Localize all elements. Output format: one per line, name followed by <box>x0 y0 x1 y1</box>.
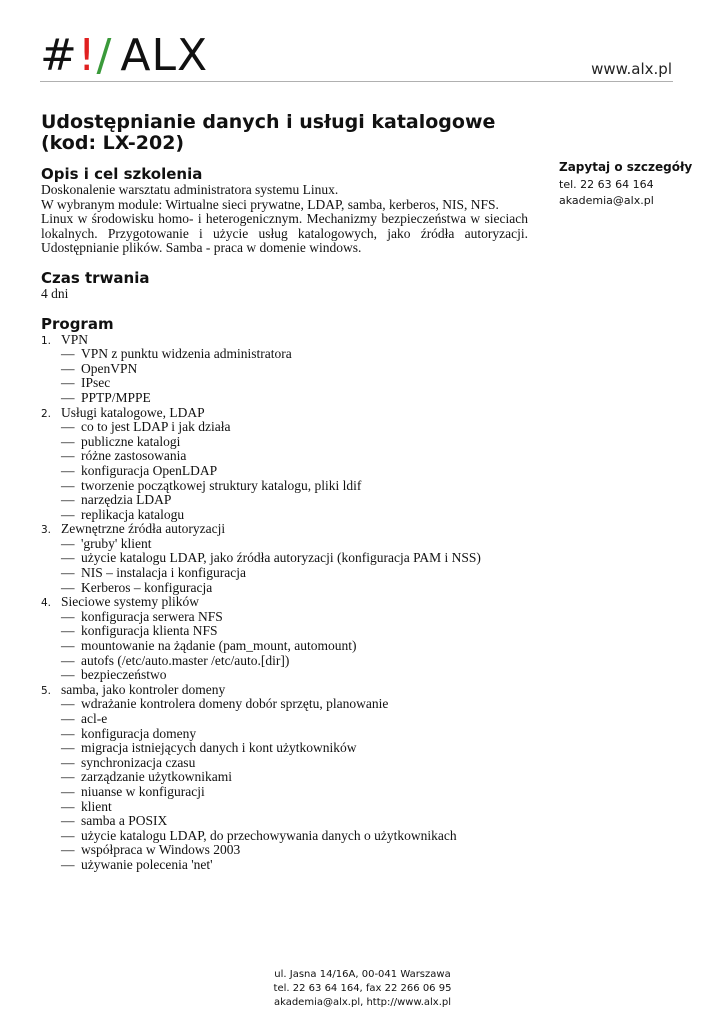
dash-bullet: — <box>61 492 75 508</box>
list-item-text: PPTP/MPPE <box>81 389 151 405</box>
dash-bullet: — <box>61 565 75 581</box>
list-item <box>61 697 528 712</box>
list-item <box>61 624 528 639</box>
section-title: Zewnętrzne źródła autoryzacji <box>61 521 226 537</box>
list-item <box>61 712 528 727</box>
list-item-text: mountowanie na żądanie (pam_mount, automount) <box>81 638 357 654</box>
list-item-text: VPN z punktu widzenia administratora <box>81 346 292 362</box>
list-item-text: konfiguracja OpenLDAP <box>81 462 218 478</box>
logo-exclamation: ! <box>77 30 97 81</box>
list-item-text: zarządzanie użytkownikami <box>81 769 233 785</box>
logo-slash: / <box>96 30 113 81</box>
sidebar-email[interactable]: akademia@alx.pl <box>559 194 654 207</box>
dash-bullet: — <box>61 652 75 668</box>
program-section-item <box>41 595 528 683</box>
list-item-text: używanie polecenia 'net' <box>81 856 213 872</box>
dash-bullet: — <box>61 346 75 362</box>
dash-bullet: — <box>61 550 75 566</box>
list-item-text: migracja istniejących danych i kont użytkowników <box>81 740 357 756</box>
list-item-text: OpenVPN <box>81 360 138 376</box>
dash-bullet: — <box>61 754 75 770</box>
list-item <box>61 668 528 683</box>
list-item-text: użycie katalogu LDAP, do przechowywania danych o użytkownikach <box>81 827 457 843</box>
list-item-text: wdrażanie kontrolera domeny dobór sprzętu, planowanie <box>81 696 389 712</box>
list-item-text: replikacja katalogu <box>81 506 185 522</box>
list-item-text: różne zastosowania <box>81 448 187 464</box>
program-section-item <box>41 406 528 523</box>
program-section-item <box>41 522 528 595</box>
list-item <box>61 464 528 479</box>
footer-phone: tel. 22 63 64 164, fax 22 266 06 95 <box>273 983 452 994</box>
list-item-text: konfiguracja klienta NFS <box>81 623 218 639</box>
duration-heading: Czas trwania <box>41 268 150 287</box>
list-item <box>61 639 528 654</box>
footer-email: akademia@alx.pl, http://www.alx.pl <box>273 997 452 1008</box>
program-section-item <box>41 333 528 406</box>
section-title: Sieciowe systemy plików <box>61 594 199 610</box>
dash-bullet: — <box>61 477 75 493</box>
list-item-text: konfiguracja serwera NFS <box>81 608 223 624</box>
dash-bullet: — <box>61 798 75 814</box>
main-content <box>41 166 528 873</box>
dash-bullet: — <box>61 462 75 478</box>
list-item <box>61 770 528 785</box>
section-subitems <box>61 347 528 405</box>
contact-sidebar <box>559 160 692 209</box>
alx-logo <box>40 30 209 81</box>
dash-bullet: — <box>61 740 75 756</box>
list-item <box>61 537 528 552</box>
section-title: VPN <box>61 331 89 347</box>
duration-value: 4 dni <box>41 285 69 301</box>
logo-hash: # <box>40 30 78 81</box>
list-item <box>61 435 528 450</box>
section-subitems <box>61 420 528 522</box>
program-heading: Program <box>41 314 114 333</box>
list-item-text: IPsec <box>81 375 111 391</box>
header-divider <box>40 81 673 82</box>
dash-bullet: — <box>61 623 75 639</box>
ask-heading: Zapytaj o szczegóły <box>559 160 693 174</box>
dash-bullet: — <box>61 842 75 858</box>
list-item <box>61 376 528 391</box>
section-number: 3. <box>41 524 52 537</box>
program-section <box>41 316 528 873</box>
list-item <box>61 566 528 581</box>
section-subitems <box>61 697 528 872</box>
dash-bullet: — <box>61 579 75 595</box>
footer-address: ul. Jasna 14/16A, 00-041 Warszawa <box>274 969 451 980</box>
dash-bullet: — <box>61 696 75 712</box>
page-title: Udostępnianie danych i usługi katalogowe (kod: LX-202) <box>41 111 496 154</box>
dash-bullet: — <box>61 638 75 654</box>
dash-bullet: — <box>61 813 75 829</box>
section-subitems <box>61 610 528 683</box>
list-item-text: synchronizacja czasu <box>81 754 196 770</box>
section-subitems <box>61 537 528 595</box>
list-item <box>61 829 528 844</box>
description-line-2: W wybranym module: Wirtualne sieci prywatne, LDAP, samba, kerberos, NIS, NFS. <box>41 196 499 212</box>
footer <box>0 968 725 1010</box>
list-item <box>61 391 528 406</box>
dash-bullet: — <box>61 535 75 551</box>
section-title: Usługi katalogowe, LDAP <box>61 404 205 420</box>
list-item <box>61 756 528 771</box>
description-line-3: Linux w środowisku homo- i heterogenicznym. Mechanizmy bezpieczeństwa w sieciach lokalnych. Przygotowanie i użycie usług katalogowych, jako źródła autoryzacji. Udostępnianie plików. Samba - praca w domenie windows. <box>41 211 528 256</box>
dash-bullet: — <box>61 419 75 435</box>
section-number: 1. <box>41 334 52 347</box>
list-item-text: publiczne katalogi <box>81 433 181 449</box>
list-item <box>61 727 528 742</box>
list-item-text: tworzenie początkowej struktury katalogu, pliki ldif <box>81 477 362 493</box>
description-heading: Opis i cel szkolenia <box>41 165 203 183</box>
list-item-text: acl-e <box>81 711 108 726</box>
dash-bullet: — <box>61 827 75 843</box>
list-item-text: klient <box>81 798 112 814</box>
list-item <box>61 581 528 596</box>
list-item <box>61 362 528 377</box>
list-item <box>61 814 528 829</box>
list-item <box>61 479 528 494</box>
dash-bullet: — <box>61 769 75 785</box>
sidebar-phone: tel. 22 63 64 164 <box>559 178 654 191</box>
dash-bullet: — <box>61 608 75 624</box>
list-item <box>61 654 528 669</box>
dash-bullet: — <box>61 783 75 799</box>
list-item <box>61 800 528 815</box>
list-item <box>61 449 528 464</box>
list-item-text: NIS – instalacja i konfiguracja <box>81 565 246 581</box>
dash-bullet: — <box>61 856 75 872</box>
dash-bullet: — <box>61 360 75 376</box>
list-item <box>61 610 528 625</box>
dash-bullet: — <box>61 448 75 464</box>
section-number: 2. <box>41 407 52 420</box>
site-url[interactable]: www.alx.pl <box>591 60 672 78</box>
list-item <box>61 347 528 362</box>
dash-bullet: — <box>61 725 75 741</box>
list-item-text: współpraca w Windows 2003 <box>81 842 241 858</box>
list-item-text: 'gruby' klient <box>81 535 152 551</box>
dash-bullet: — <box>61 667 75 683</box>
list-item-text: bezpieczeństwo <box>81 667 167 683</box>
description-section <box>41 166 528 256</box>
section-title: samba, jako kontroler domeny <box>61 681 226 697</box>
list-item <box>61 493 528 508</box>
duration-section <box>41 270 528 302</box>
program-list <box>41 333 528 873</box>
description-line-1: Doskonalenie warsztatu administratora systemu Linux. <box>41 182 339 197</box>
list-item-text: Kerberos – konfiguracja <box>81 579 213 595</box>
list-item-text: konfiguracja domeny <box>81 725 197 741</box>
dash-bullet: — <box>61 433 75 449</box>
list-item <box>61 551 528 566</box>
list-item <box>61 858 528 873</box>
list-item <box>61 843 528 858</box>
program-section-item <box>41 683 528 873</box>
dash-bullet: — <box>61 506 75 522</box>
dash-bullet: — <box>61 711 75 726</box>
list-item <box>61 508 528 523</box>
section-number: 5. <box>41 684 52 697</box>
section-number: 4. <box>41 597 52 610</box>
dash-bullet: — <box>61 375 75 391</box>
list-item-text: co to jest LDAP i jak działa <box>81 419 231 435</box>
list-item-text: niuanse w konfiguracji <box>81 783 205 799</box>
list-item <box>61 420 528 435</box>
dash-bullet: — <box>61 389 75 405</box>
list-item-text: narzędzia LDAP <box>81 492 172 508</box>
list-item-text: autofs (/etc/auto.master /etc/auto.[dir]) <box>81 652 290 668</box>
list-item <box>61 741 528 756</box>
list-item-text: samba a POSIX <box>81 813 168 829</box>
list-item-text: użycie katalogu LDAP, jako źródła autoryzacji (konfiguracja PAM i NSS) <box>81 550 481 566</box>
list-item <box>61 785 528 800</box>
logo-text: ALX <box>120 30 209 81</box>
